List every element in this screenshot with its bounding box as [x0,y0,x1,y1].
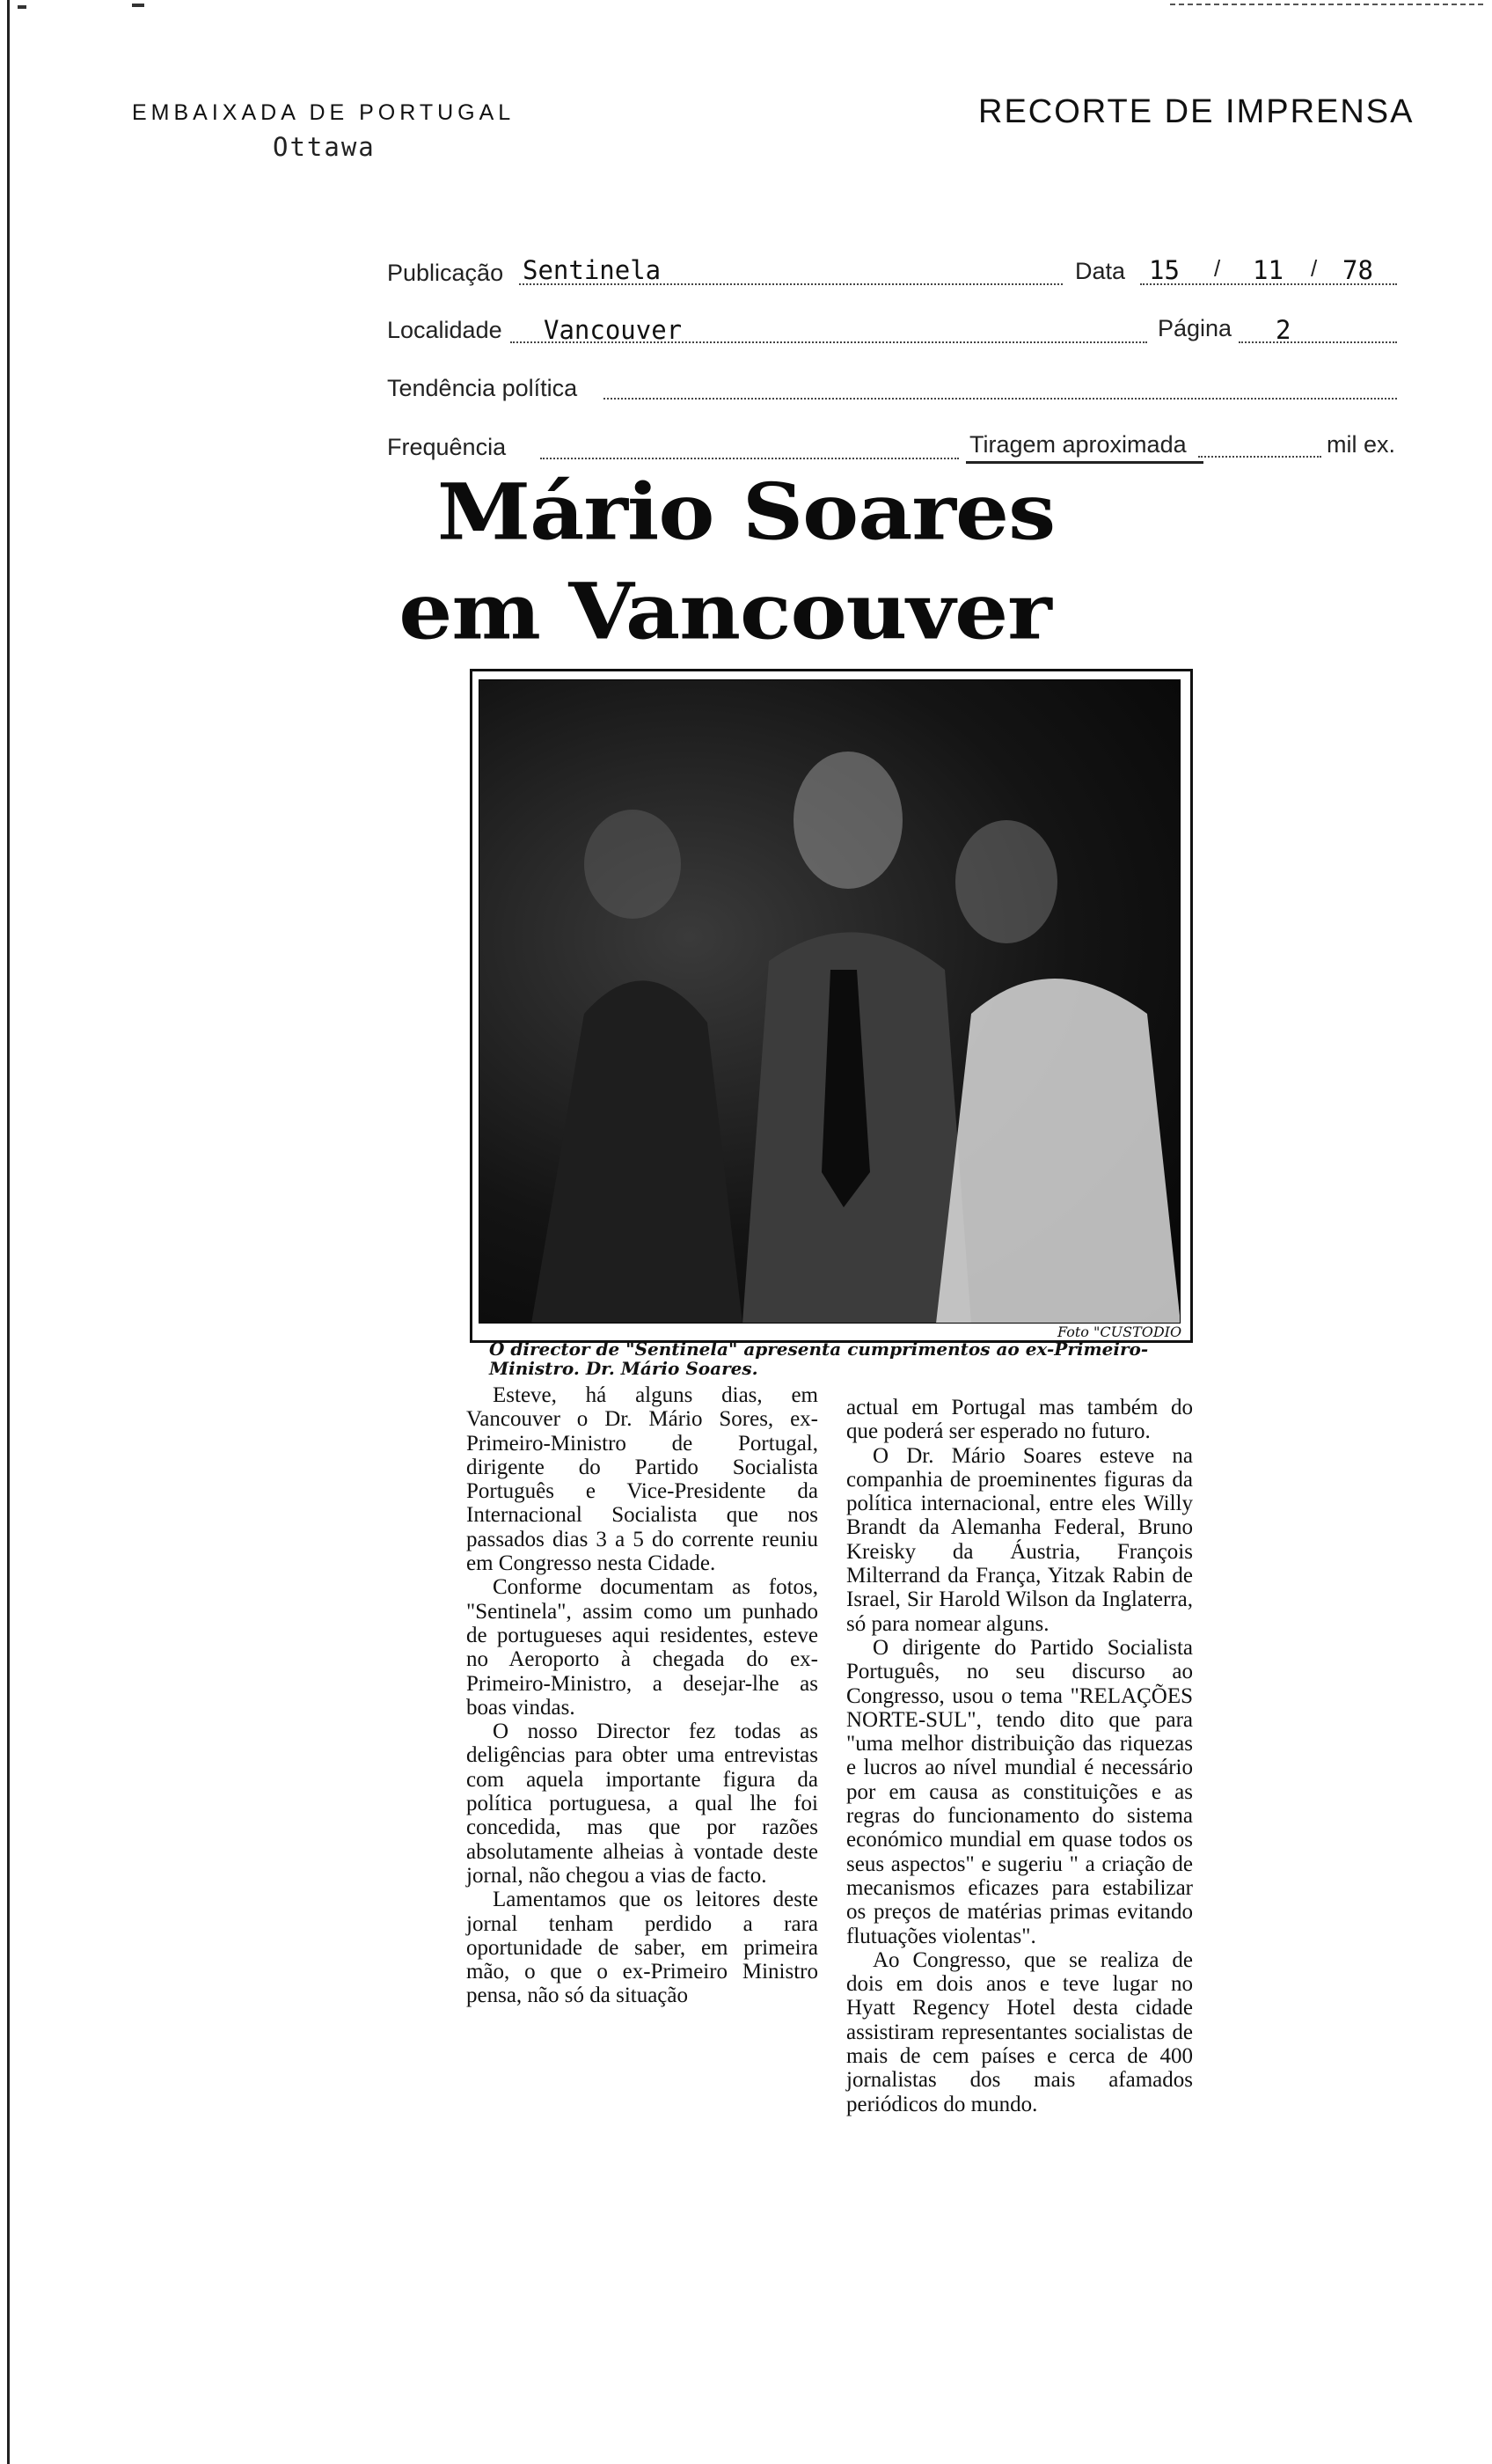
tendencia-label: Tendência política [387,375,578,401]
frequencia-line [540,458,959,459]
date-month: 11 [1253,255,1284,285]
article-photo [479,679,1181,1324]
article-paragraph: O Dr. Mário Soares esteve na companhia de proeminentes figuras da política internacional, entre eles Willy Brandt da Alemanha Federal, Bruno Kreisky da Áustria, François Milterrand da França, Yitzak Rabin de Israel, Sir Harold Wilson da Inglaterra, só para nomear alguns. [846,1443,1193,1636]
article-paragraph: actual em Portugal mas também do que poderá ser esperado no futuro. [846,1396,1193,1444]
article-column-1 [466,1383,818,2008]
tiragem-underline [966,461,1203,464]
localidade-label: Localidade [387,317,502,343]
article-paragraph: Ao Congresso, que se realiza de dois em dois anos e teve lugar no Hyatt Regency Hotel desta cidade assistiram representantes socialistas de mais de cem países e cerca de 400 jornalistas dos mais afamados periódicos do mundo. [846,1947,1193,2116]
date-year: 78 [1342,255,1373,285]
pagina-line [1239,341,1397,343]
headline-line-1: Mário Soares [436,466,1056,558]
data-label: Data [1075,258,1126,284]
article-paragraph: O nosso Director fez todas as deligências para obter uma entrevistas com aquela importante figura da política portuguesa, a qual lhe foi concedida, mas que por razões absolutamente alheias à vontade deste jornal, não chegou a vias de facto. [466,1720,818,1888]
mil-ex-label: mil ex. [1327,431,1396,458]
frequencia-label: Frequência [387,434,507,460]
localidade-value: Vancouver [544,315,683,345]
publicacao-label: Publicação [387,260,504,286]
corner-mark [18,5,26,9]
article-paragraph: Esteve, há alguns dias, em Vancouver o Dr. Mário Sores, ex-Primeiro-Ministro de Portugal, dirigente do Partido Socialista Português e Vice-Presidente da Internacional Socialista que nos passados dias 3 a 5 do corrente reuniu em Congresso nesta Cidade. [466,1383,818,1576]
document-title: RECORTE DE IMPRENSA [978,93,1415,130]
pagina-label: Página [1158,315,1232,341]
tendencia-line [603,398,1397,400]
headline-line-2: em Vancouver [399,565,1051,657]
embassy-name: EMBAIXADA DE PORTUGAL [132,100,516,125]
article-paragraph: O dirigente do Partido Socialista Português, no seu discurso ao Congresso, usou o tema "RELAÇÕES NORTE-SUL", tendo dito que para "uma melhor distribuição das riquezas e lucros ao nível mundial é necessário por em causa as constituições e as regras do funcionamento do sistema económico mundial em quase todos os seus aspectos" e sugeriu " a criação de mecanismos eficazes para estabilizar os preços de matérias primas evitando flutuações violentas". [846,1635,1193,1948]
embassy-city: Ottawa [273,132,376,162]
publicacao-value: Sentinela [523,255,662,285]
pagina-value: 2 [1276,315,1291,345]
top-edge-dash [1170,4,1487,5]
article-paragraph: Lamentamos que os leitores deste jornal tenham perdido a rara oportunidade de saber, em primeira mão, o que o ex-Primeiro Ministro pensa, não só da situação [466,1888,818,2008]
photo-figures [479,679,1181,1324]
article-paragraph: Conforme documentam as fotos, "Sentinela", assim como um punhado de portugueses aqui residentes, esteve no Aeroporto à chegada do ex-Primeiro-Ministro, a desejar-lhe as boas vindas. [466,1575,818,1720]
date-separator: / [1214,255,1221,282]
article-column-2 [846,1396,1193,2116]
date-day: 15 [1149,255,1180,285]
tiragem-line [1198,456,1321,458]
data-line [1140,283,1397,285]
localidade-line [510,341,1147,343]
tiragem-label: Tiragem aproximada [969,431,1187,458]
photo-credit: Foto "CUSTODIO [1057,1324,1182,1340]
publicacao-line [519,283,1063,285]
page-left-edge [7,0,10,2464]
date-separator: / [1311,255,1318,282]
corner-mark [132,4,144,7]
photo-caption: O director de "Sentinela" apresenta cumprimentos ao ex-Primeiro-Ministro. Dr. Mário Soares. [489,1338,1149,1379]
